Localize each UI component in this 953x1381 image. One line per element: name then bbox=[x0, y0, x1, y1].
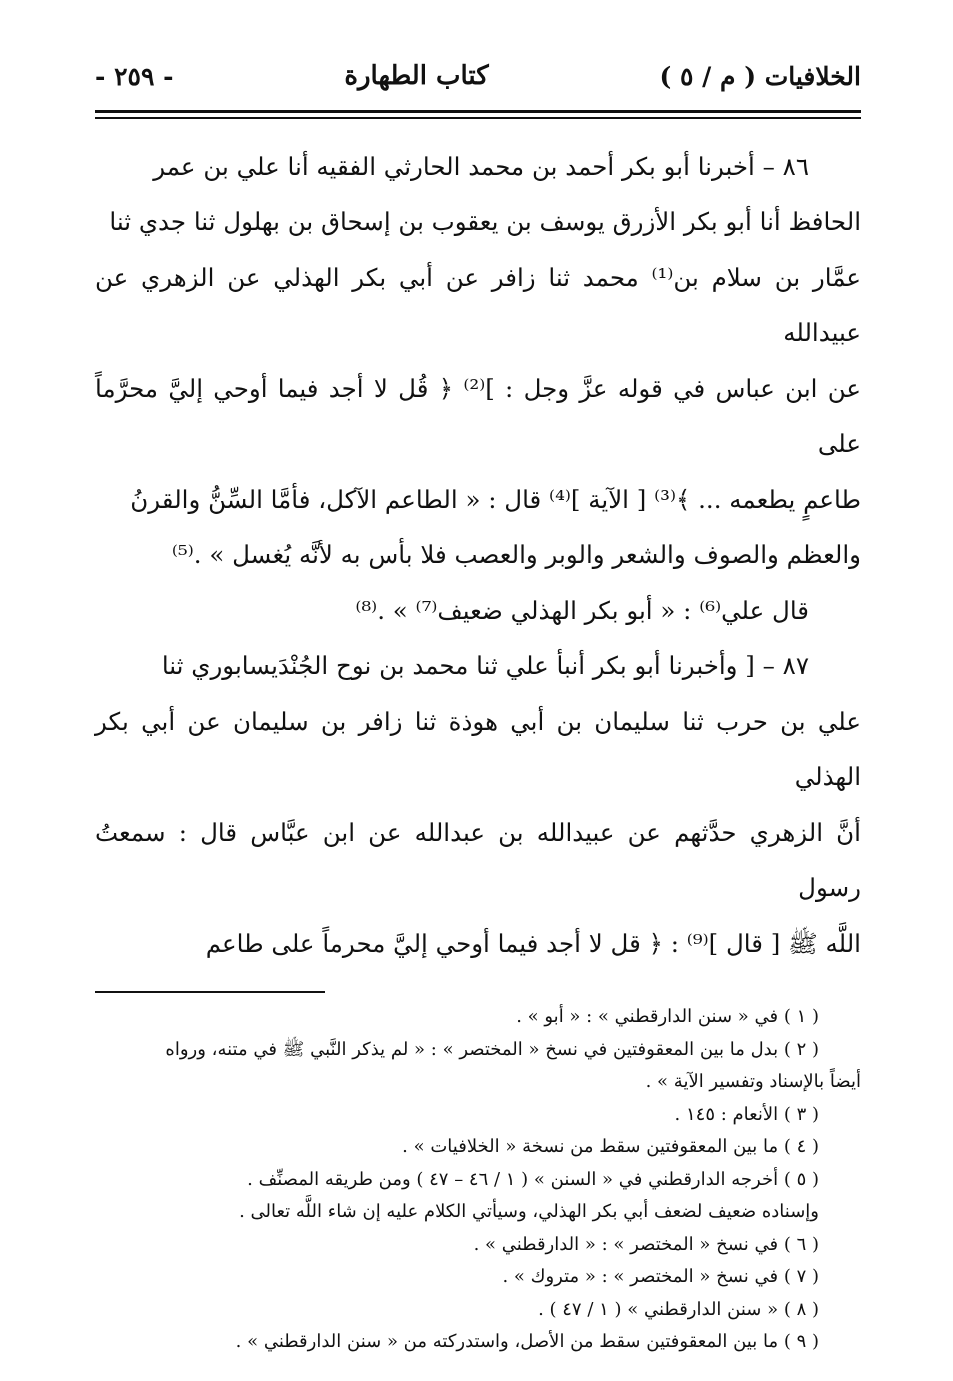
text-line: علي بن حرب ثنا سليمان بن أبي هوذة ثنا زافر بن سليمان عن أبي بكر الهذلي bbox=[95, 706, 861, 791]
page bbox=[95, 48, 861, 1359]
text-line: عن ابن عباس في قوله عزَّ وجل : ]⁽²⁾ ﴿ قُل لا أجد فيما أوحي إليَّ محرَّماً على bbox=[95, 373, 861, 458]
hadith-87 bbox=[95, 638, 861, 971]
footnote-2-cont: أيضاً بالإسناد وتفسير الآية » . bbox=[645, 1071, 861, 1092]
ali-comment: قال علي⁽⁶⁾ : « أبو بكر الهذلي ضعيف⁽⁷⁾ » .⁽⁸⁾ bbox=[355, 595, 809, 625]
footnote-8: ( ٨ ) « سنن الدارقطني » ( ١ / ٤٧ ) . bbox=[538, 1298, 819, 1320]
page-number: - ٢٥٩ - bbox=[95, 61, 174, 91]
footnote-5: ( ٥ ) أخرجه الدارقطني في « السنن » ( ١ / ٤٦ – ٤٧ ) ومن طريقه المصنِّف . bbox=[247, 1168, 819, 1190]
text-line: عمَّار بن سلام بن⁽¹⁾ محمد ثنا زافر عن أبي بكر الهذلي عن الزهري عن عبيدالله bbox=[95, 262, 861, 347]
footnote-separator bbox=[95, 991, 325, 993]
text-line: طاعمٍ يطعمه ... ﴾⁽³⁾ [ الآية ]⁽⁴⁾ قال : « الطاعم الآكل، فأمَّا السِّنُّ والقرنُ bbox=[130, 484, 861, 514]
text-line: الحافظ أنا أبو بكر الأزرق يوسف بن يعقوب بن إسحاق بن بهلول ثنا جدي ثنا bbox=[109, 207, 861, 236]
running-title: الخلافيات ( م / ٥ ) bbox=[659, 61, 861, 91]
text-line: والعظم والصوف والشعر والوبر والعصب فلا بأس به لأنَّه يُغسل » .⁽⁵⁾ bbox=[171, 540, 861, 569]
text-line: ٨٧ – [ وأخبرنا أبو بكر أنبأ علي ثنا محمد بن نوح الجُنْدَيسابوري ثنا bbox=[161, 651, 809, 680]
footnote-1: ( ١ ) في « سنن الدارقطني » : « أبو » . bbox=[516, 1006, 819, 1027]
chapter-title: كتاب الطهارة bbox=[344, 61, 489, 91]
header-rule-thick bbox=[95, 110, 861, 113]
text-line: ٨٦ – أخبرنا أبو بكر أحمد بن محمد الحارثي الفقيه أنا علي بن عمر bbox=[153, 151, 809, 181]
footnote-9: ( ٩ ) ما بين المعقوفتين سقط من الأصل، واستدركته من « سنن الدارقطني » . bbox=[235, 1331, 819, 1352]
footnote-2: ( ٢ ) بدل ما بين المعقوفتين في نسخ « المختصر » : « لم يذكر النَّبي ﷺ في متنه، ورواه bbox=[165, 1038, 819, 1060]
footnote-5-cont: وإسناده ضعيف لضعف أبي بكر الهذلي، وسيأتي الكلام عليه إن شاء اللَّه تعالى . bbox=[239, 1201, 819, 1222]
text-line: أنَّ الزهري حدَّثهم عن عبيدالله بن عبدالله عن ابن عبَّاس قال : سمعتُ رسول bbox=[95, 817, 861, 902]
hadith-86 bbox=[95, 139, 861, 583]
footnote-4: ( ٤ ) ما بين المعقوفتين سقط من نسخة « الخلافيات » . bbox=[402, 1136, 819, 1157]
text-line: اللَّه ﷺ [ قال ]⁽⁹⁾ : ﴿ قل لا أجد فيما أوحي إليَّ محرماً على طاعم bbox=[205, 928, 861, 958]
main-text bbox=[95, 139, 861, 972]
header-rule-thin bbox=[95, 117, 861, 119]
footnotes bbox=[95, 1001, 861, 1359]
page-header bbox=[95, 48, 861, 104]
footnote-7: ( ٧ ) في نسخ « المختصر » : « متروك » . bbox=[502, 1266, 819, 1287]
footnote-3: ( ٣ ) الأنعام : ١٤٥ . bbox=[674, 1103, 819, 1125]
footnote-6: ( ٦ ) في نسخ « المختصر » : « الدارقطني » . bbox=[473, 1233, 819, 1255]
